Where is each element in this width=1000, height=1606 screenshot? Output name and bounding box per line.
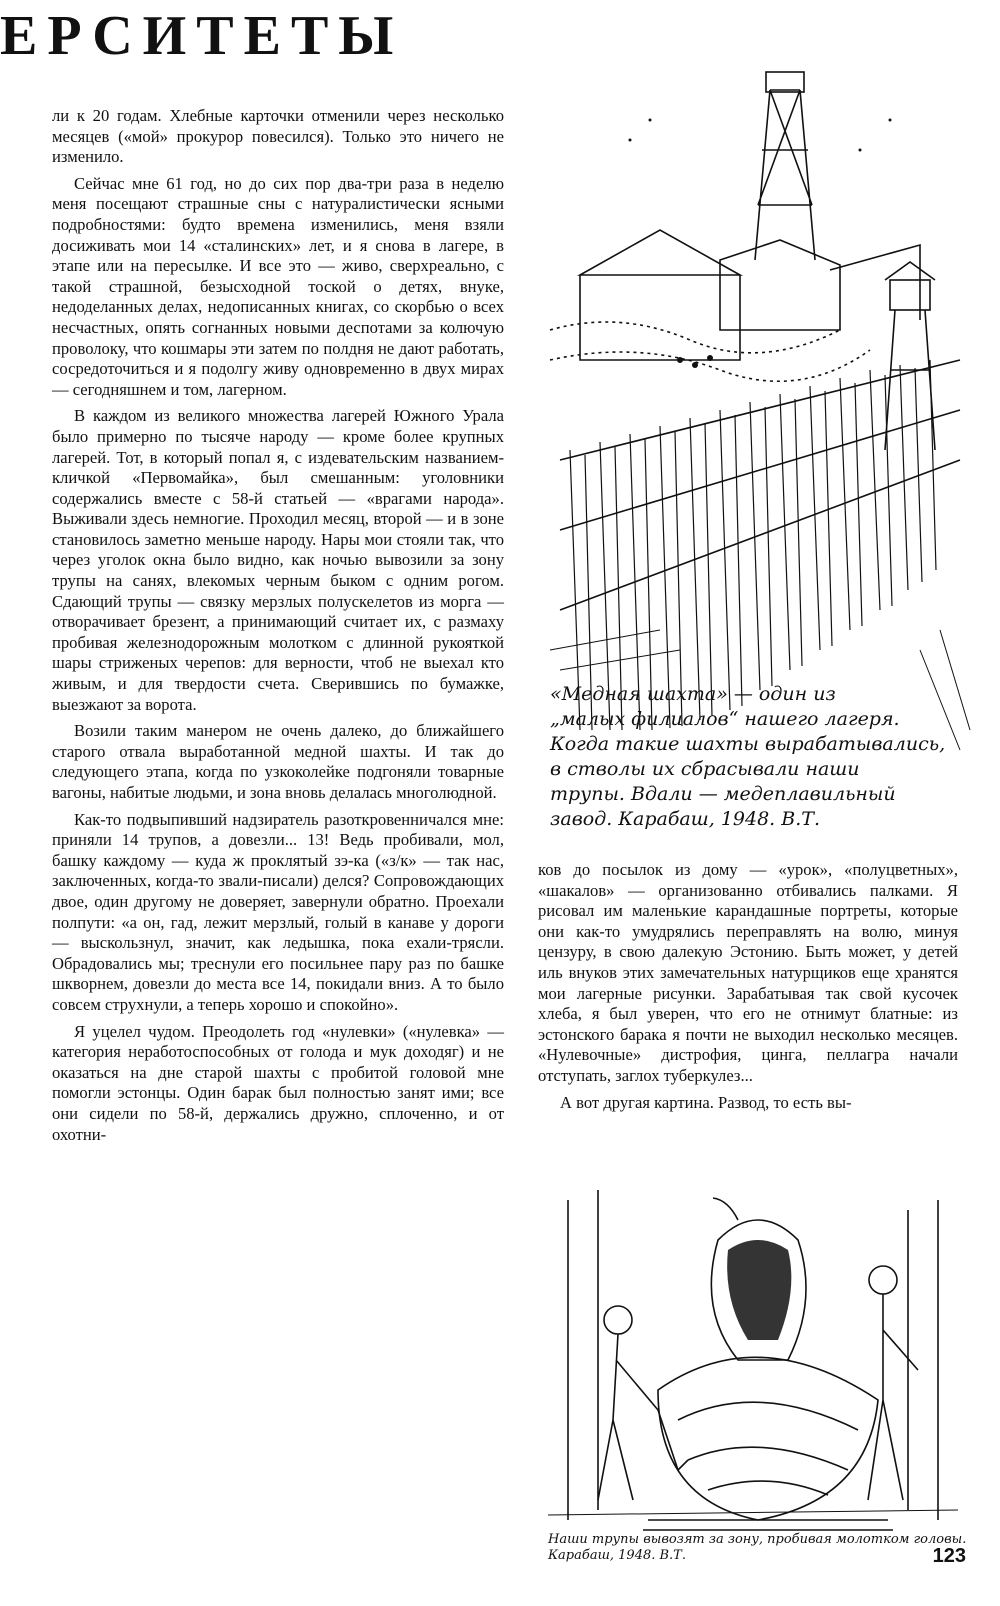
running-header: ЕРСИТЕТЫ xyxy=(0,5,404,67)
illustration-copper-mine xyxy=(540,30,975,850)
paragraph: А вот другая картина. Развод, то есть вы- xyxy=(560,1092,852,1112)
text-column-left xyxy=(52,106,504,1145)
mine-caption xyxy=(550,682,970,832)
text-column-right xyxy=(538,860,958,1113)
caption-line: Карабаш, 1948. В.Т. xyxy=(548,1548,686,1563)
paragraph: ли к 20 годам. Хлебные карточки отменили через несколько месяцев («мой» прокурор повесился). Только это ничего не изменило. xyxy=(52,106,504,167)
paragraph: Как-то подвыпивший надзиратель разоткровенничался мне: приняли 14 трупов, а довезли... 13! Ведь пробивали, мол, башку каждому — куда ж проклятый зэ-ка («з/к» — так нас, заключенных, когда-то звали-писали) делся? Сопровождающих двое, один другому не доверяет, завернули обратно. Проехали полпути: «а он, гад, лежит мерзлый, голый в канаве у дороги — выскользнул, значит, как ледышка, пока ехали-трясли. Обрадовались мы; треснули его посильнее пару раз по башке шкворнем, довезли до места все 14, покидали вниз. А то было совсем струхнули, а теперь хорошо и спокойно». xyxy=(52,809,504,1014)
caption-line: Когда такие шахты вырабатывались, xyxy=(550,733,946,755)
illustration-corpse-convoy xyxy=(538,1180,968,1580)
paragraph: Возили таким манером не очень далеко, до ближайшего старого отвала выработанной медной шахты. И так до следующего этапа, когда по узкоколейке подгоняли товарные вагоны, набитые людьми, и зона вновь делалась многолюдной. xyxy=(52,721,504,802)
caption-line: в стволы их сбрасывали наши xyxy=(550,758,860,780)
page-number: 123 xyxy=(932,1545,966,1567)
paragraph: ков до посылок из дому — «урок», «полуцветных», «шакалов» — организованно отбивались палками. Я рисовал им маленькие карандашные портреты, которые они как-то умудрялись переправлять на волю, минуя цензуру, в свою далекую Эстонию. Быть может, у детей иль внуков этих замечательных натурщиков еще хранятся мои лагерные рисунки. Зарабатывая так свой кусочек хлеба, я был уверен, что его не отнимут блатные: из эстонского барака я почти не выходил несколько месяцев. «Нулевочные» дистрофия, цинга, пеллагра начали отступать, заглох туберкулез... xyxy=(538,860,958,1085)
paragraph: Сейчас мне 61 год, но до сих пор два-три раза в неделю меня посещают страшные сны с натуралистически ясными подробностями: будто времена изменились, меня взяли досиживать мои 14 «сталинских» лет, и я снова в лагере, в этапе или на пересылке. И все это — живо, сверхреально, с такой страшной, безысходной тоской о детях, внуке, недоделанных делах, недописанных книгах, со скорбью о всех несчастных, опять согнанных новыми деспотами за колючую проволоку, что кошмары эти затем по полдня не дают работать, сосредоточиться и я подолгу живу одновременно в двух мирах — сегодняшнем и том, лагерном. xyxy=(52,173,504,399)
convoy-drawing xyxy=(538,1180,968,1580)
caption-line: завод. Карабаш, 1948. В.Т. xyxy=(550,808,820,830)
paragraph: В каждом из великого множества лагерей Южного Урала было примерно по тысяче народу — кроме более крупных лагерей. Тот, в который попал я, с издевательским названием-кличкой «Первомайка», был смешанным: уголовники содержались вместе с 58-й статьей — «врагами народа». Выживали здесь немногие. Проходил месяц, второй — и в зоне становилось заметно меньше народу. Нары мои стояли так, что через уголок окна было видно, как ночью вывозили за зону трупы на санях, влекомых черным быком с одним рогом. Сдающий трупы — связку мерзлых полускелетов из морга — отворачивает брезент, а принимающий считает их, с размаху пробивая железнодорожным молотком с длинной рукояткой шары стриженых черепов: для верности, чтоб не выехал кто живым, и для твердости счета. Сверившись по бумажке, выезжают за ворота. xyxy=(52,406,504,714)
paragraph: Я уцелел чудом. Преодолеть год «нулевки» («нулевка» — категория неработоспособных от голода и мук доходяг) и не оказаться на дне старой шахты с пробитой головой мне помогли эстонцы. Один барак был полностью занят ими; все они сидели по 58-й, держались дружно, сплоченно, и от охотни- xyxy=(52,1021,504,1144)
caption-line: «Медная шахта» — один из xyxy=(550,683,836,705)
caption-line: „малых филиалов“ нашего лагеря. xyxy=(550,708,900,730)
caption-line: Наши трупы вывозят за зону, пробивая молотком головы. xyxy=(548,1532,967,1547)
caption-line: трупы. Вдали — медеплавильный xyxy=(550,783,896,805)
convoy-caption xyxy=(548,1532,968,1564)
